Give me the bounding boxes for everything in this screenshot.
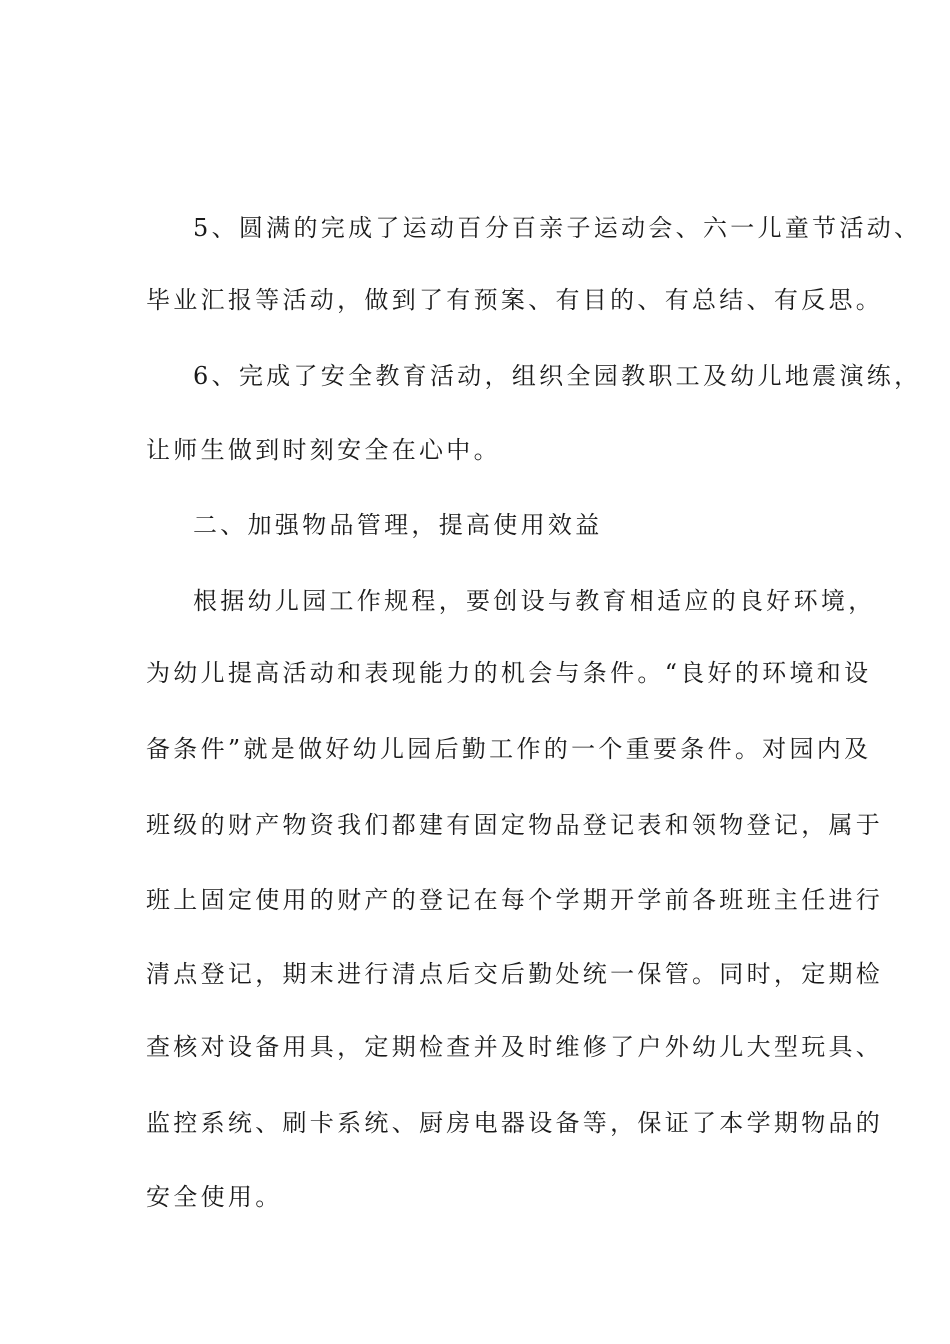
paragraph-body-line-5: 班上固定使用的财产的登记在每个学期开学前各班班主任进行 xyxy=(146,886,884,914)
paragraph-5-line-2: 毕业汇报等活动，做到了有预案、有目的、有总结、有反思。 xyxy=(146,286,884,314)
paragraph-5-line-1: 5、圆满的完成了运动百分百亲子运动会、六一儿童节活动、 xyxy=(193,214,922,242)
paragraph-body-line-9: 安全使用。 xyxy=(146,1183,283,1211)
paragraph-6-line-2: 让师生做到时刻安全在心中。 xyxy=(146,436,501,464)
paragraph-body-line-2: 为幼儿提高活动和表现能力的机会与条件。“良好的环境和设 xyxy=(146,659,872,687)
paragraph-body-line-8: 监控系统、刷卡系统、厨房电器设备等，保证了本学期物品的 xyxy=(146,1109,884,1137)
paragraph-body-line-6: 清点登记，期末进行清点后交后勤处统一保管。同时，定期检 xyxy=(146,960,884,988)
paragraph-body-line-3: 备条件”就是做好幼儿园后勤工作的一个重要条件。对园内及 xyxy=(146,735,872,763)
paragraph-body-line-1: 根据幼儿园工作规程，要创设与教育相适应的良好环境， xyxy=(193,587,876,615)
paragraph-6-line-1: 6、完成了安全教育活动，组织全园教职工及幼儿地震演练， xyxy=(193,362,922,390)
paragraph-body-line-7: 查核对设备用具，定期检查并及时维修了户外幼儿大型玩具、 xyxy=(146,1033,884,1061)
paragraph-body-line-4: 班级的财产物资我们都建有固定物品登记表和领物登记，属于 xyxy=(146,811,884,839)
section-heading: 二、加强物品管理，提高使用效益 xyxy=(193,511,603,539)
